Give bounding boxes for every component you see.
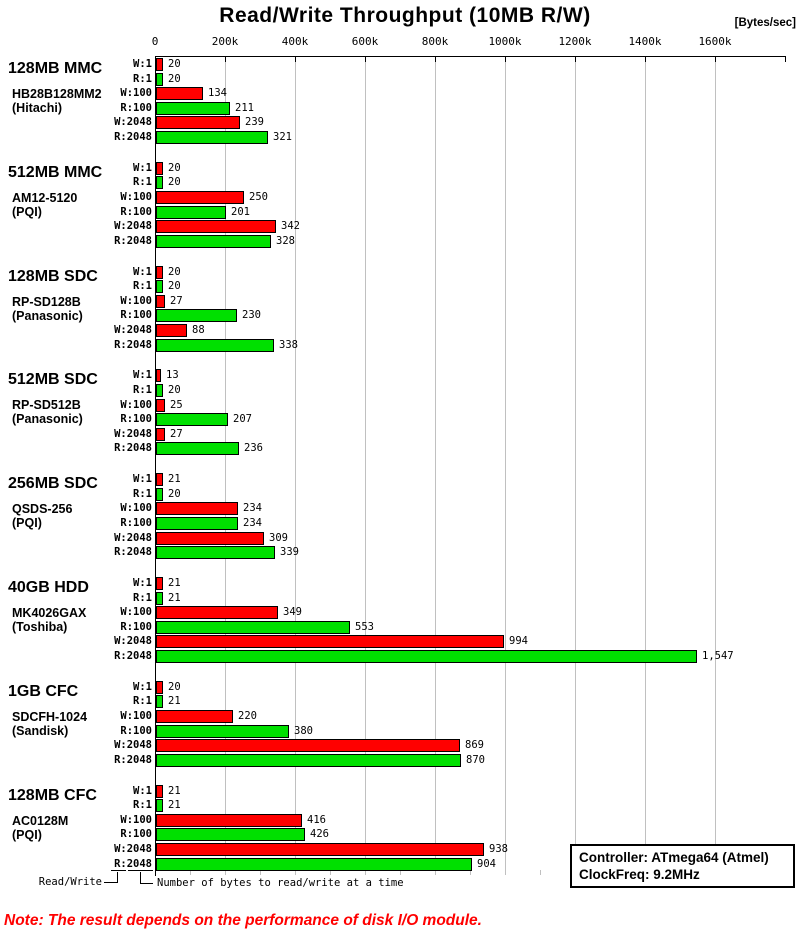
bar-row-label: R:2048 — [114, 131, 152, 143]
bar-read — [156, 828, 305, 841]
bar-read — [156, 799, 163, 812]
x-axis-tick-label: 1000k — [488, 35, 522, 48]
bar-value: 321 — [273, 131, 292, 143]
bar-row-label: R:2048 — [114, 754, 152, 766]
bar-value: 416 — [307, 814, 326, 826]
bar-read — [156, 725, 289, 738]
bar-read — [156, 517, 238, 530]
bar-row-label: W:100 — [120, 295, 152, 307]
group-maker: (Panasonic) — [12, 308, 83, 323]
bar-value: 13 — [166, 369, 179, 381]
bar-read — [156, 73, 163, 86]
bar-value: 220 — [238, 710, 257, 722]
bar-row-label: R:2048 — [114, 339, 152, 351]
bar-value: 21 — [168, 785, 181, 797]
bar-row-label: W:100 — [120, 87, 152, 99]
axis-unit-label: [Bytes/sec] — [734, 17, 796, 29]
bar-read — [156, 176, 163, 189]
axis-tick — [435, 57, 436, 62]
bar-write — [156, 739, 460, 752]
bar-write — [156, 635, 504, 648]
gridline — [715, 57, 716, 870]
bar-row-label: W:2048 — [114, 428, 152, 440]
bar-read — [156, 488, 163, 501]
bar-read — [156, 309, 237, 322]
bar-row-label: R:1 — [133, 73, 152, 85]
bar-value: 239 — [245, 116, 264, 128]
bar-write — [156, 606, 278, 619]
callout-hline-bytes — [141, 883, 153, 884]
x-axis-tick-label: 1200k — [558, 35, 592, 48]
bar-value: 870 — [466, 754, 485, 766]
axis-tick — [645, 57, 646, 62]
bar-value: 994 — [509, 635, 528, 647]
note-text: Note: The result depends on the performance of disk I/O module. — [4, 912, 482, 929]
bar-row-label: W:1 — [133, 785, 152, 797]
bar-write — [156, 785, 163, 798]
bar-value: 21 — [168, 799, 181, 811]
bar-read — [156, 592, 163, 605]
legend-read-write-label: Read/Write — [38, 876, 102, 888]
bar-value: 20 — [168, 176, 181, 188]
bar-write — [156, 502, 238, 515]
bar-row-label: W:100 — [120, 502, 152, 514]
bar-row-label: W:100 — [120, 606, 152, 618]
bar-value: 20 — [168, 266, 181, 278]
bar-row-label: W:1 — [133, 369, 152, 381]
bar-value: 20 — [168, 73, 181, 85]
bar-value: 21 — [168, 592, 181, 604]
bar-write — [156, 532, 264, 545]
bar-value: 21 — [168, 577, 181, 589]
bar-write — [156, 814, 302, 827]
bar-write — [156, 116, 240, 129]
callout-hline-rw — [104, 882, 118, 883]
axis-tick — [365, 57, 366, 62]
gridline — [645, 57, 646, 870]
bar-row-label: W:1 — [133, 58, 152, 70]
bar-row-label: W:1 — [133, 473, 152, 485]
x-axis-tick-label: 0 — [151, 35, 159, 48]
bar-value: 201 — [231, 206, 250, 218]
bar-row-label: R:100 — [120, 725, 152, 737]
gridline — [505, 57, 506, 870]
bar-row-label: R:1 — [133, 592, 152, 604]
bar-value: 27 — [170, 295, 183, 307]
bar-value: 230 — [242, 309, 261, 321]
bar-read — [156, 546, 275, 559]
gridline — [575, 57, 576, 870]
bar-read — [156, 339, 274, 352]
bar-write — [156, 710, 233, 723]
bar-row-label: R:2048 — [114, 546, 152, 558]
bar-row-label: R:100 — [120, 517, 152, 529]
bar-row-label: R:100 — [120, 309, 152, 321]
group-model: SDCFH-1024 — [12, 709, 88, 724]
bar-write — [156, 369, 161, 382]
controller-line: Controller: ATmega64 (Atmel) — [579, 850, 769, 865]
bar-read — [156, 621, 350, 634]
bar-row-label: W:2048 — [114, 843, 152, 855]
bar-value: 309 — [269, 532, 288, 544]
legend-bytes-label: Number of bytes to read/write at a time — [157, 877, 404, 889]
bar-value: 21 — [168, 695, 181, 707]
bar-value: 20 — [168, 681, 181, 693]
axis-tick — [715, 57, 716, 62]
axis-tick — [505, 57, 506, 62]
bar-read — [156, 442, 239, 455]
group-maker: (Hitachi) — [12, 101, 62, 115]
bar-write — [156, 399, 165, 412]
bar-read — [156, 384, 163, 397]
bar-row-label: W:2048 — [114, 739, 152, 751]
bar-value: 1,547 — [702, 650, 734, 662]
bar-row-label: R:1 — [133, 176, 152, 188]
bar-row-label: W:2048 — [114, 635, 152, 647]
bar-read — [156, 280, 163, 293]
bar-value: 21 — [168, 473, 181, 485]
bar-write — [156, 220, 276, 233]
group-name: 512MB SDC — [8, 371, 98, 389]
bar-read — [156, 858, 472, 871]
bar-write — [156, 577, 163, 590]
bar-read — [156, 650, 697, 663]
bar-row-label: W:2048 — [114, 220, 152, 232]
bar-value: 426 — [310, 828, 329, 840]
bar-read — [156, 131, 268, 144]
bar-value: 234 — [243, 517, 262, 529]
bar-row-label: W:1 — [133, 681, 152, 693]
bar-row-label: W:2048 — [114, 116, 152, 128]
bar-write — [156, 473, 163, 486]
bar-write — [156, 295, 165, 308]
group-model: MK4026GAX — [12, 606, 87, 620]
bar-value: 380 — [294, 725, 313, 737]
bar-value: 207 — [233, 413, 252, 425]
x-axis-tick-label: 1400k — [628, 35, 662, 48]
bar-value: 553 — [355, 621, 374, 633]
bar-read — [156, 413, 228, 426]
bar-row-label: R:1 — [133, 695, 152, 707]
x-axis-tick-label: 600k — [351, 35, 379, 48]
bar-row-label: W:2048 — [114, 324, 152, 336]
bar-row-label: W:1 — [133, 162, 152, 174]
bar-row-label: R:2048 — [114, 235, 152, 247]
axis-tick — [295, 57, 296, 62]
bar-row-label: W:2048 — [114, 532, 152, 544]
x-axis-tick-label: 200k — [211, 35, 239, 48]
bar-value: 234 — [243, 502, 262, 514]
group-model: HB28B128MM2 — [12, 87, 102, 101]
axis-tick — [225, 57, 226, 62]
bar-row-label: W:1 — [133, 577, 152, 589]
bar-row-label: R:1 — [133, 280, 152, 292]
bar-row-label: R:2048 — [114, 650, 152, 662]
bar-row-label: R:2048 — [114, 858, 152, 870]
group-maker: (Sandisk) — [12, 723, 69, 738]
bar-read — [156, 235, 271, 248]
bar-row-label: W:100 — [120, 814, 152, 826]
bar-read — [156, 695, 163, 708]
axis-end-tick — [785, 57, 786, 62]
axis-tick — [575, 57, 576, 62]
group-model: QSDS-256 — [12, 502, 73, 517]
bar-value: 349 — [283, 606, 302, 618]
bar-value: 20 — [168, 384, 181, 396]
group-maker: (PQI) — [12, 827, 42, 842]
bar-row-label: R:1 — [133, 384, 152, 396]
group-name: 40GB HDD — [8, 579, 89, 596]
bar-value: 904 — [477, 858, 496, 870]
plot-top-rule — [155, 56, 786, 57]
bar-row-label: R:100 — [120, 621, 152, 633]
bar-value: 88 — [192, 324, 205, 336]
group-name: 128MB MMC — [8, 60, 103, 77]
group-name: 128MB SDC — [8, 267, 98, 285]
bar-value: 27 — [170, 428, 183, 440]
x-axis-tick-label: 400k — [281, 35, 309, 48]
bar-write — [156, 843, 484, 856]
bar-write — [156, 162, 163, 175]
bar-row-label: R:100 — [120, 206, 152, 218]
callout-vline-rw — [117, 872, 118, 882]
bottom-tick — [540, 870, 541, 875]
bar-value: 938 — [489, 843, 508, 855]
x-axis-tick-label: 800k — [421, 35, 449, 48]
x-axis-tick-label: 1600k — [698, 35, 732, 48]
bar-write — [156, 191, 244, 204]
group-name: 256MB SDC — [8, 475, 98, 493]
bottom-tick — [505, 870, 506, 875]
bar-value: 20 — [168, 280, 181, 292]
bar-row-label: W:1 — [133, 266, 152, 278]
bar-write — [156, 428, 165, 441]
bar-write — [156, 681, 163, 694]
chart-title: Read/Write Throughput (10MB R/W) — [219, 4, 591, 27]
bar-write — [156, 87, 203, 100]
bar-value: 339 — [280, 546, 299, 558]
group-model: RP-SD512B — [12, 398, 81, 413]
controller-info-box — [570, 844, 795, 888]
bar-row-label: R:1 — [133, 488, 152, 500]
group-maker: (Panasonic) — [12, 412, 83, 427]
bar-row-label: W:100 — [120, 710, 152, 722]
clockfreq-line: ClockFreq: 9.2MHz — [579, 867, 700, 882]
bar-row-label: R:100 — [120, 413, 152, 425]
bar-write — [156, 266, 163, 279]
bar-value: 328 — [276, 235, 295, 247]
group-model: AM12-5120 — [12, 190, 78, 205]
group-maker: (Toshiba) — [12, 620, 68, 634]
bar-value: 134 — [208, 87, 227, 99]
bar-value: 20 — [168, 58, 181, 70]
bar-row-label: W:100 — [120, 399, 152, 411]
bar-write — [156, 324, 187, 337]
bar-value: 342 — [281, 220, 300, 232]
bar-value: 869 — [465, 739, 484, 751]
group-maker: (PQI) — [12, 516, 42, 531]
bar-write — [156, 58, 163, 71]
bar-read — [156, 206, 226, 219]
bar-row-label: R:1 — [133, 799, 152, 811]
bar-value: 236 — [244, 442, 263, 454]
group-name: 1GB CFC — [8, 682, 79, 700]
bar-read — [156, 102, 230, 115]
bar-row-label: R:100 — [120, 828, 152, 840]
group-model: RP-SD128B — [12, 294, 81, 309]
group-maker: (PQI) — [12, 204, 42, 219]
group-name: 128MB CFC — [8, 786, 97, 804]
group-name: 512MB MMC — [8, 163, 103, 181]
bar-read — [156, 754, 461, 767]
bar-row-label: R:2048 — [114, 442, 152, 454]
bar-value: 25 — [170, 399, 183, 411]
group-model: AC0128M — [12, 813, 69, 828]
bar-row-label: R:100 — [120, 102, 152, 114]
bar-value: 20 — [168, 488, 181, 500]
bar-value: 20 — [168, 162, 181, 174]
bar-value: 250 — [249, 191, 268, 203]
bar-value: 211 — [235, 102, 254, 114]
bar-row-label: W:100 — [120, 191, 152, 203]
bar-value: 338 — [279, 339, 298, 351]
